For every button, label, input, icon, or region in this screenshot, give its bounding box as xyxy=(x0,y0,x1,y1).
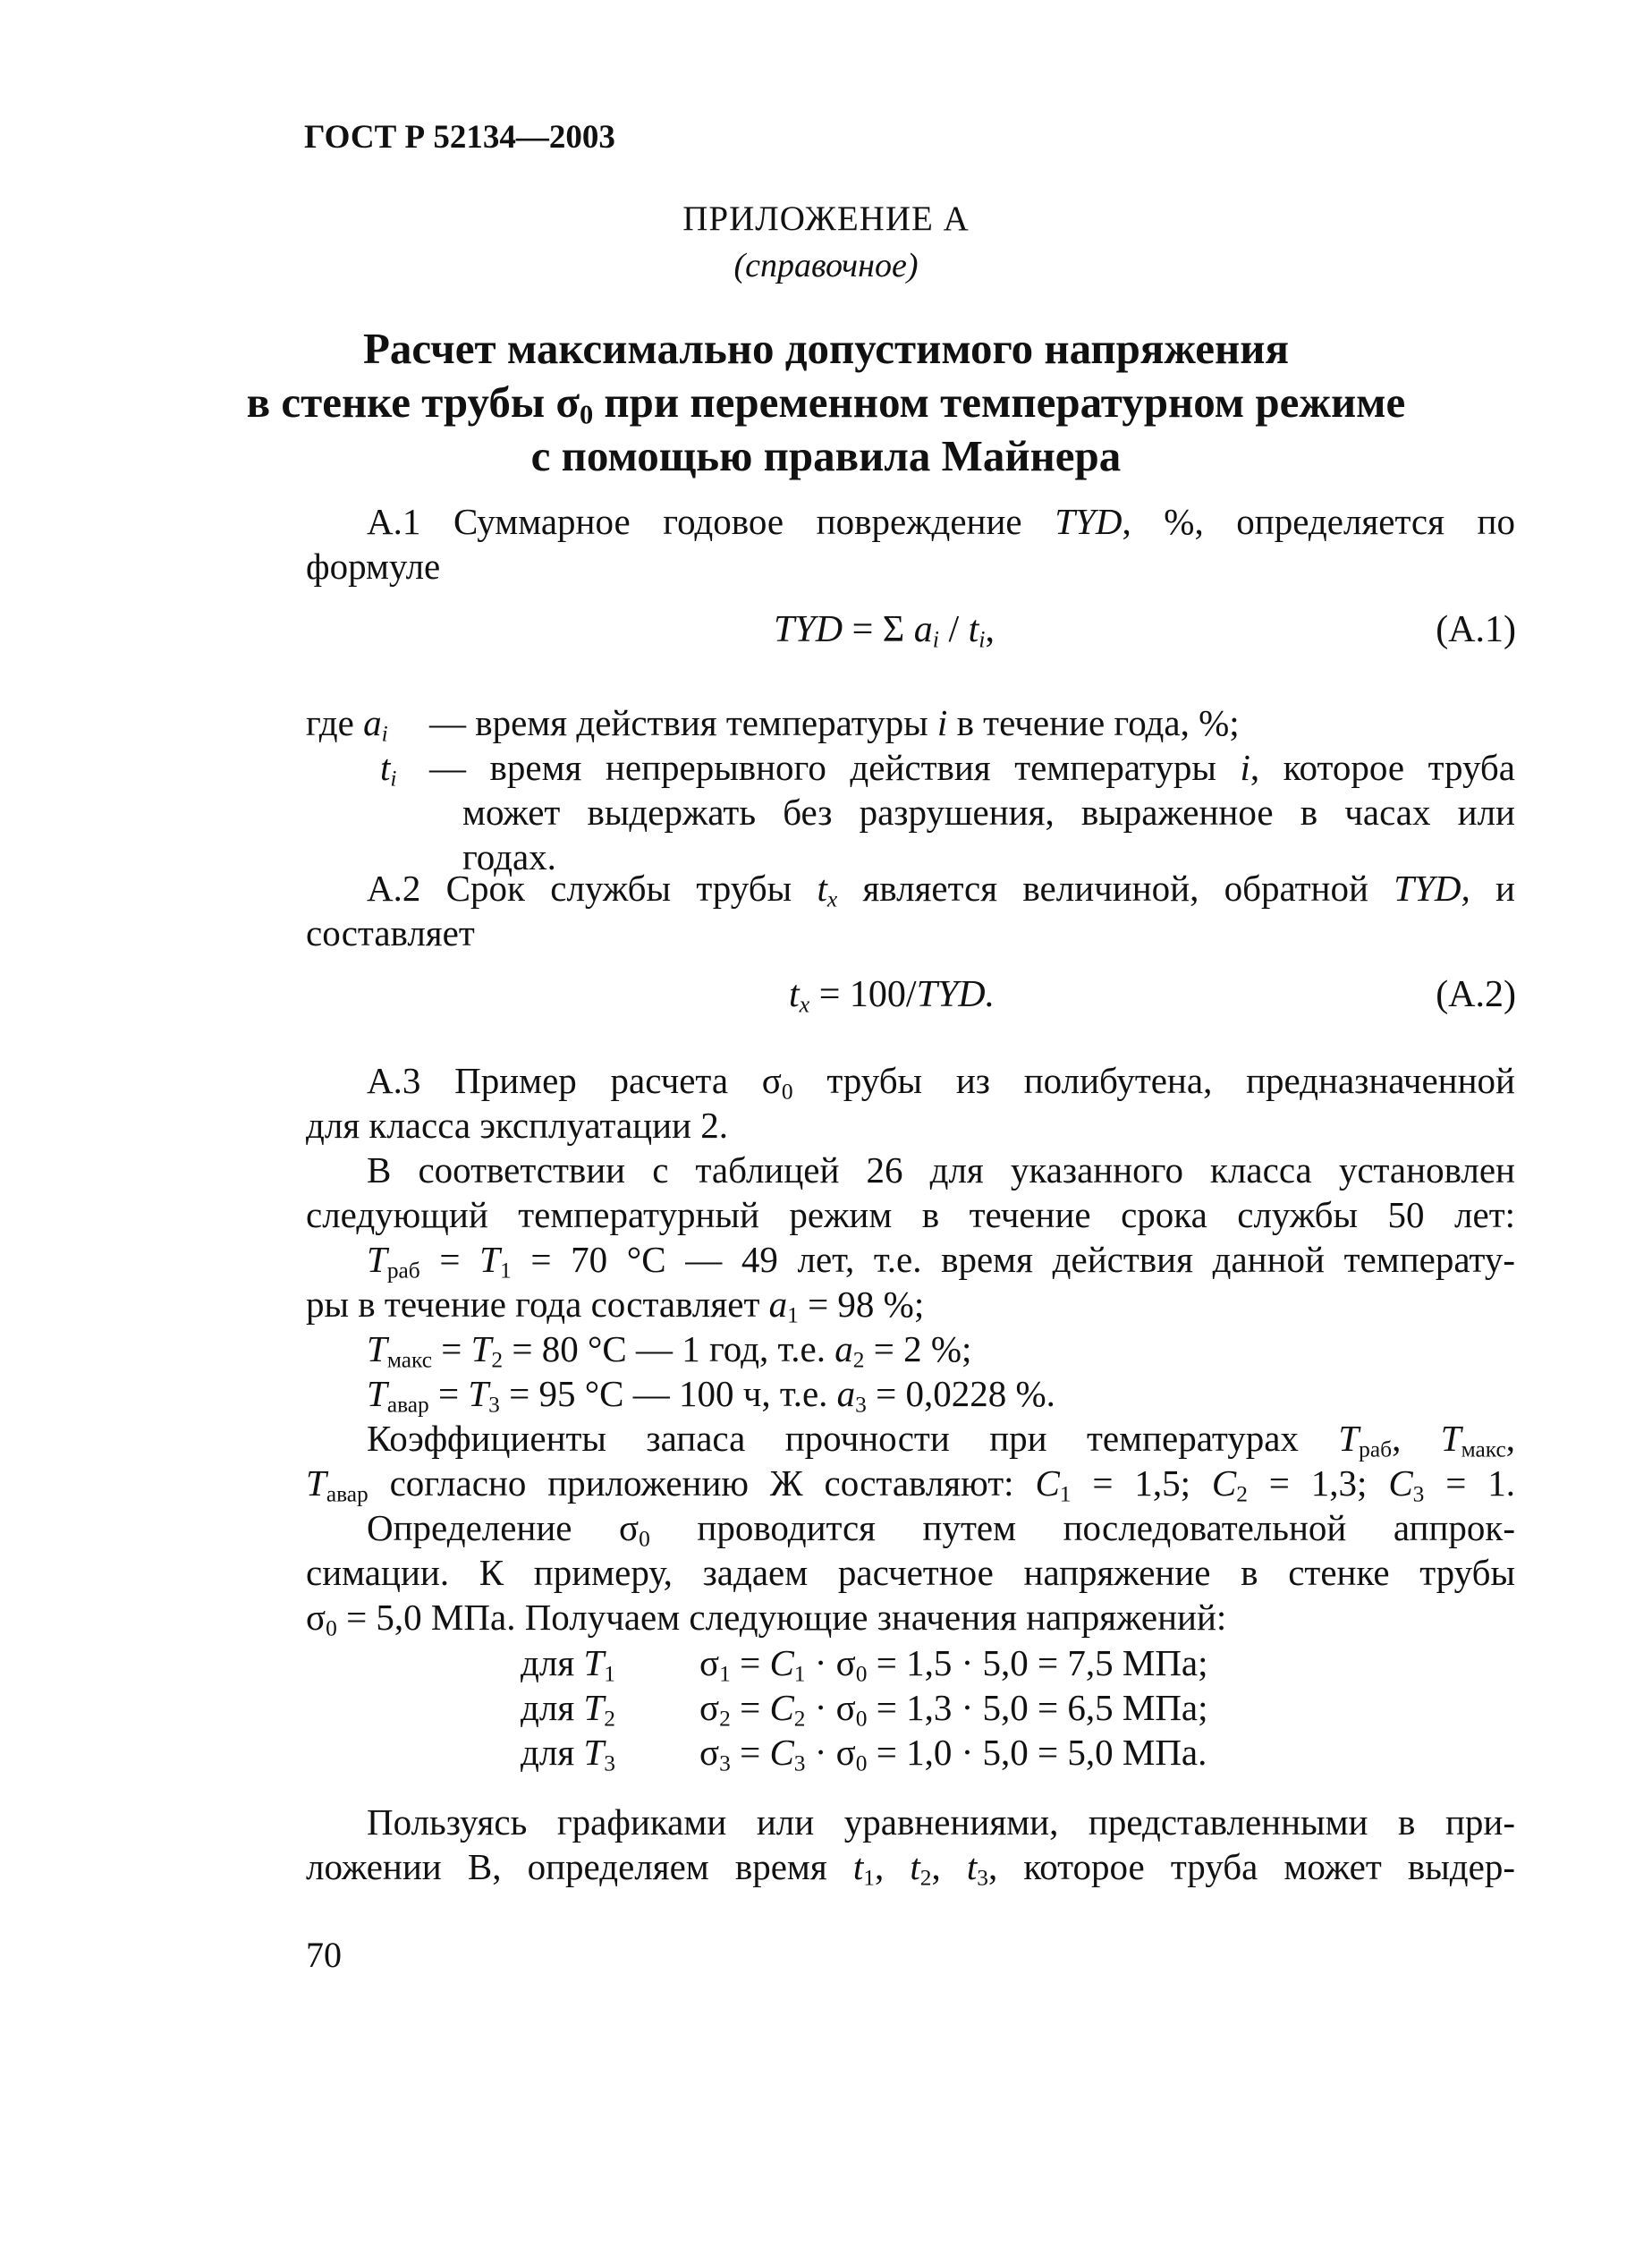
coefficients-line-2: $T_{авар}$ согласно приложению Ж составляют: $C_1 = 1,5$; $C_2 = 1,3$; $C_3 = 1$. xyxy=(306,1462,1515,1507)
paragraph-a3: А.3 Пример расчета $\sigma_0$ трубы из полибутена, предназначенной для класса эксплуатации 2. xyxy=(306,1060,1516,1146)
document-header: ГОСТ Р 52134—2003 xyxy=(304,119,615,156)
document-page: ГОСТ Р 52134—2003 ПРИЛОЖЕНИЕ А (справочное) Расчет максимально допустимого напряжения в стенке трубы $\sigma_0$ при переменном температурном режиме с помощью правила Майнера А.1 Суммарное годовое повреждение TYD, %, определяется по формуле TYD = Σ $a_i / t_i$, (А.1) где $a_i$ — время действия температуры i в течение года, %; $t_i$ — время непрерывного действия температуры i, которое труба может выдержать без разрушения, выраженное в часах или годах. А.2 Срок службы трубы $t_x$ является величиной, обратной TYD, и составляет $t_x = 100/TYD$. (А.2) А.3 Пример расчета $\sigma_0$ трубы из полибутена, предназначенной для класса эксплуатации 2. В соответствии с таблицей 26 для указанного класса установлен следующий температурный режим в течение срока службы 50 лет: $T_{раб} = T_1 = 70$ °C — 49 лет, т.е. время действия данной температу- ры в течение года составляет $a_1 = 98$ %; $T_{макс} = T_2 = 80$ °C — 1 год, т.е. $a_2 = 2$ %; $T_{авар} = T_3 = 95$ °C — 100 ч, т.е. $a_3 = 0,0228$ %. Коэффициенты запаса прочности при температурах $T_{раб}$, $T_{макс}$, $T_{авар}$ согласно приложению Ж составляют: $C_1 = 1,5$; $C_2 = 1,3$; $C_3 = 1$. Определение $\sigma_0$ проводится путем последовательной аппрок- симации. К примеру, задаем расчетное напряжение в стенке трубы $\sigma_0 = 5,0$ МПа. Получаем следующие значения напряжений: для $T_1$ $\sigma_1 = C_1 \cdot \sigma_0 = 1,5 \cdot 5,0 = 7,5$ МПа; для $T_2$ $\sigma_2 = C_2 \cdot \sigma_0 = 1,3 \cdot 5,0 = 6,5$ МПа; для $T_3$ $\sigma_3 = C_3 \cdot \sigma_0 = 1,0 \cdot 5,0 = 5,0$ МПа. Пользуясь графиками или уравнениями, представленными в при- ложении В, определяем время $t_1$, $t_2$, $t_3$, которое труба может выдер- 70 xyxy=(0,0,1652,2254)
formula-number-a2: (А.2) xyxy=(1436,974,1516,1015)
sigma-line-1: Определение $\sigma_0$ проводится путем последовательной аппрок- xyxy=(367,1507,1516,1552)
formula-number-a1: (А.1) xyxy=(1436,609,1516,650)
heading-line-3: с помощью правила Майнера xyxy=(530,431,1122,480)
definition-a-i: где $a_i$ — время действия температуры i в течение года, %; xyxy=(306,702,1240,747)
temp-line-working: $T_{раб} = T_1 = 70$ °C — 49 лет, т.е. время действия данной температу- xyxy=(367,1239,1515,1284)
section-heading xyxy=(0,322,1652,483)
temp-line-emergency: $T_{авар} = T_3 = 95$ °C — 100 ч, т.е. $a_3 = 0,0228$ %. xyxy=(367,1373,1055,1418)
appendix-title: ПРИЛОЖЕНИЕ А xyxy=(682,199,970,238)
paragraph-a1: А.1 Суммарное годовое повреждение TYD, %, определяется по формуле xyxy=(306,501,1515,587)
paragraph-a2: А.2 Срок службы трубы $t_x$ является величиной, обратной TYD, и составляет xyxy=(306,868,1515,953)
definition-t-i: $t_i$ — время непрерывного действия температуры i, которое труба может выдержать без разрушения, выраженное в часах или годах. xyxy=(380,747,1515,877)
page-number: 70 xyxy=(306,1935,342,1975)
heading-line-1: Расчет максимально допустимого напряжения xyxy=(362,324,1290,373)
definition-list xyxy=(306,700,1515,879)
heading-line-2: в стенке трубы $\sigma_0$ при переменном температурном режиме xyxy=(246,377,1406,430)
paragraph-final: Пользуясь графиками или уравнениями, представленными в при- ложении В, определяем время $t_1$, $t_2$, $t_3$, которое труба может выдер- xyxy=(306,1801,1515,1891)
coefficients-line-1: Коэффициенты запаса прочности при температурах $T_{раб}$, $T_{макс}$, xyxy=(367,1418,1515,1462)
appendix-subtitle: (справочное) xyxy=(733,247,919,284)
paragraph-temperature-regime: В соответствии с таблицей 26 для указанного класса установлен следующий температурный режим в течение срока службы 50 лет: $T_{раб} = T_1 = 70$ °C — 49 лет, т.е. время действия данной температу- ры в течение года составляет $a_1 = 98$ %; $T_{макс} = T_2 = 80$ °C — 1 год, т.е. $a_2 = 2$ %; $T_{авар} = T_3 = 95$ °C — 100 ч, т.е. $a_3 = 0,0228$ %. Коэффициенты запаса прочности при температурах $T_{раб}$, $T_{макс}$, $T_{авар}$ согласно приложению Ж составляют: $C_1 = 1,5$; $C_2 = 1,3$; $C_3 = 1$. Определение $\sigma_0$ проводится путем последовательной аппрок- симации. К примеру, задаем расчетное напряжение в стенке трубы $\sigma_0 = 5,0$ МПа. Получаем следующие значения напряжений: xyxy=(306,1149,1516,1641)
temp-line-max: $T_{макс} = T_2 = 80$ °C — 1 год, т.е. $a_2 = 2$ %; xyxy=(367,1328,972,1373)
